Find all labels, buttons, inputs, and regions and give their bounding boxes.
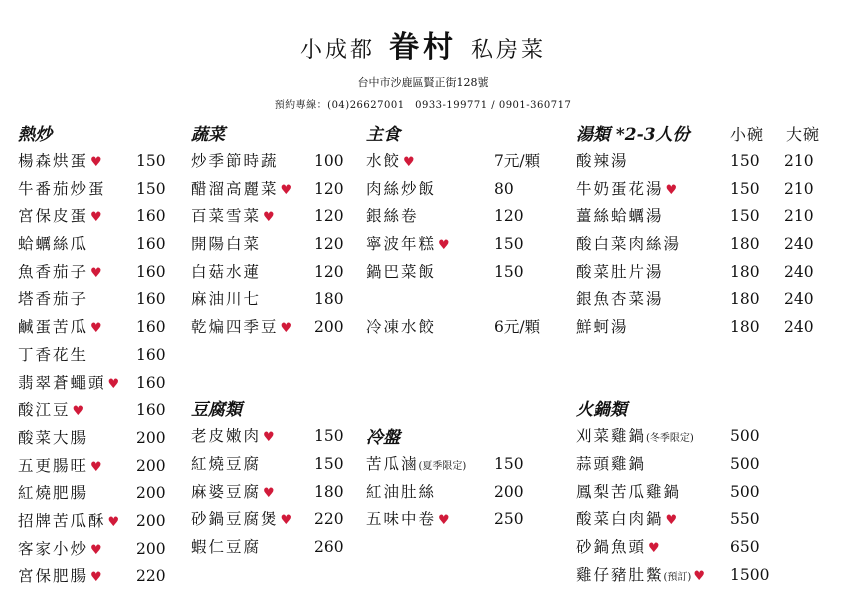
item-price: 160 bbox=[136, 235, 166, 254]
item-price: 160 bbox=[136, 401, 166, 420]
item-name: 宮保肥腸 bbox=[18, 567, 89, 586]
small-bowl-label: 小碗 bbox=[730, 125, 765, 144]
item-price: 200 bbox=[136, 428, 166, 447]
menu-item bbox=[366, 176, 546, 204]
heart-icon: ♥ bbox=[438, 238, 450, 254]
title-row bbox=[0, 22, 846, 66]
item-name: 酸辣湯 bbox=[576, 152, 629, 170]
spacer bbox=[191, 342, 351, 370]
item-name: 酸菜肚片湯 bbox=[576, 262, 664, 281]
item-price: 1500 bbox=[730, 565, 770, 584]
item-name: 白菇水蓮 bbox=[191, 262, 262, 281]
restaurant-name: 眷村 bbox=[389, 30, 457, 65]
menu-item bbox=[18, 453, 168, 481]
heart-icon: ♥ bbox=[438, 513, 450, 529]
menu-item bbox=[191, 479, 351, 507]
item-price: 180 bbox=[730, 318, 760, 337]
menu-item bbox=[366, 314, 546, 342]
item-price: 160 bbox=[136, 345, 166, 364]
heart-icon: ♥ bbox=[280, 321, 293, 337]
item-name: 銀絲卷 bbox=[366, 207, 419, 226]
menu-item bbox=[18, 176, 168, 204]
menu-item bbox=[18, 480, 168, 508]
item-name: 肉絲炒飯 bbox=[366, 179, 437, 198]
item-name: 刈菜雞鍋 bbox=[576, 427, 647, 446]
menu-item bbox=[191, 176, 351, 204]
item-price: 150 bbox=[494, 235, 524, 254]
menu-item bbox=[18, 203, 168, 231]
menu-item bbox=[576, 203, 836, 231]
item-name: 魚香茄子 bbox=[18, 262, 89, 281]
title-right: 私房菜 bbox=[471, 38, 547, 63]
item-price: 200 bbox=[136, 456, 166, 475]
heart-icon: ♥ bbox=[90, 155, 102, 170]
item-price-large: 240 bbox=[784, 318, 814, 337]
menu-item bbox=[18, 259, 168, 287]
spacer bbox=[576, 342, 836, 370]
item-price: 150 bbox=[494, 454, 524, 473]
menu-item bbox=[366, 148, 546, 176]
heart-icon: ♥ bbox=[693, 568, 705, 584]
item-price: 7元/顆 bbox=[494, 152, 541, 170]
item-name: 牛奶蛋花湯 bbox=[576, 179, 664, 198]
item-name: 丁香花生 bbox=[18, 345, 89, 364]
category-title: 冷盤 bbox=[366, 427, 400, 448]
item-name: 砂鍋豆腐煲 bbox=[191, 510, 279, 529]
item-price: 150 bbox=[494, 262, 524, 281]
item-note: (夏季限定) bbox=[418, 460, 467, 472]
category-title: 蔬菜 bbox=[191, 125, 225, 145]
spacer bbox=[366, 370, 546, 398]
item-price: 150 bbox=[730, 207, 760, 226]
item-price: 160 bbox=[136, 318, 166, 337]
menu-item bbox=[191, 231, 351, 259]
item-name: 蛤蠣絲瓜 bbox=[18, 235, 89, 254]
item-price: 500 bbox=[730, 454, 760, 473]
menu-item bbox=[191, 423, 351, 451]
item-name: 水餃 bbox=[366, 152, 402, 170]
item-name: 紅燒肥腸 bbox=[18, 484, 89, 503]
item-name: 砂鍋魚頭 bbox=[576, 537, 647, 556]
item-price-large: 210 bbox=[784, 152, 814, 170]
item-name: 麻油川七 bbox=[191, 290, 262, 309]
item-price: 160 bbox=[136, 290, 166, 309]
menu-item bbox=[18, 397, 168, 425]
item-price: 150 bbox=[314, 454, 344, 473]
item-name: 塔香茄子 bbox=[18, 290, 89, 309]
heart-icon: ♥ bbox=[665, 182, 678, 198]
item-name: 酸菜大腸 bbox=[18, 428, 89, 447]
item-name: 百菜雪菜 bbox=[191, 207, 262, 226]
menu-item bbox=[576, 451, 836, 479]
soup-title: 湯類 *2-3人份 bbox=[576, 125, 690, 145]
item-name: 客家小炒 bbox=[18, 539, 89, 558]
menu-item bbox=[576, 534, 836, 562]
heart-icon: ♥ bbox=[90, 321, 102, 337]
item-name: 乾煸四季豆 bbox=[191, 318, 279, 337]
category-title: 主食 bbox=[366, 125, 400, 145]
item-name: 紅燒豆腐 bbox=[191, 454, 262, 473]
menu-item bbox=[576, 314, 836, 342]
item-price: 150 bbox=[136, 152, 166, 170]
spacer bbox=[366, 342, 546, 370]
menu-item bbox=[18, 563, 168, 591]
address: 台中市沙鹿區賢正街128號 bbox=[357, 76, 489, 89]
menu-item bbox=[18, 508, 168, 536]
item-price: 180 bbox=[314, 290, 344, 309]
item-price-large: 210 bbox=[784, 179, 814, 198]
item-price: 260 bbox=[314, 537, 344, 556]
menu-item bbox=[576, 148, 836, 176]
menu-item bbox=[191, 286, 351, 314]
heart-icon: ♥ bbox=[90, 265, 102, 281]
vegetables-column bbox=[191, 122, 351, 562]
soup-column bbox=[576, 122, 836, 589]
item-note: (冬季限定) bbox=[646, 433, 694, 445]
heart-icon: ♥ bbox=[263, 485, 275, 501]
item-name: 鳳梨苦瓜雞鍋 bbox=[576, 482, 682, 501]
menu-item bbox=[18, 286, 168, 314]
category-title bbox=[576, 122, 836, 148]
menu-item bbox=[366, 259, 546, 287]
item-price: 200 bbox=[136, 539, 166, 558]
item-name: 五更腸旺 bbox=[18, 456, 89, 475]
item-name: 薑絲蛤蠣湯 bbox=[576, 207, 664, 226]
menu-item bbox=[191, 534, 351, 562]
item-name: 招牌苦瓜酥 bbox=[18, 511, 106, 530]
menu-item bbox=[18, 342, 168, 370]
menu-item bbox=[191, 203, 351, 231]
item-name: 鍋巴菜飯 bbox=[366, 262, 437, 281]
menu-header bbox=[0, 22, 846, 111]
item-name: 酸江豆 bbox=[18, 401, 71, 420]
heart-icon: ♥ bbox=[72, 404, 85, 420]
item-name: 鹹蛋苦瓜 bbox=[18, 318, 89, 337]
item-name: 開陽白菜 bbox=[191, 235, 262, 254]
item-price: 120 bbox=[314, 179, 344, 198]
menu-item bbox=[576, 231, 836, 259]
menu-item bbox=[191, 314, 351, 342]
item-price: 550 bbox=[730, 510, 760, 529]
menu-item bbox=[576, 176, 836, 204]
item-price: 650 bbox=[730, 537, 760, 556]
menu-item bbox=[576, 286, 836, 314]
item-price: 120 bbox=[314, 262, 344, 281]
heart-icon: ♥ bbox=[90, 210, 102, 226]
item-name: 老皮嫩肉 bbox=[191, 427, 262, 446]
phone-numbers: 預約專線：(04)26627001 0933-199771 / 0901-360717 bbox=[274, 100, 572, 111]
item-name: 紅油肚絲 bbox=[366, 482, 437, 501]
menu-item bbox=[576, 259, 836, 287]
heart-icon: ♥ bbox=[280, 182, 293, 198]
category-title: 豆腐類 bbox=[191, 400, 242, 421]
spacer bbox=[576, 370, 836, 398]
item-name: 宮保皮蛋 bbox=[18, 207, 89, 226]
menu-item bbox=[576, 479, 836, 507]
item-price: 160 bbox=[136, 373, 166, 392]
menu-item bbox=[366, 451, 546, 479]
item-price-large: 240 bbox=[784, 290, 814, 309]
spacer bbox=[366, 286, 546, 314]
menu-item bbox=[576, 506, 836, 534]
menu-item bbox=[366, 506, 546, 534]
item-price-large: 240 bbox=[784, 262, 814, 281]
title-left: 小成都 bbox=[299, 38, 375, 63]
item-name: 蝦仁豆腐 bbox=[191, 537, 262, 556]
item-name: 蒜頭雞鍋 bbox=[576, 454, 647, 473]
staple-column bbox=[366, 122, 546, 534]
heart-icon: ♥ bbox=[90, 570, 102, 586]
item-name: 雞仔豬肚鱉 bbox=[576, 565, 664, 584]
item-name: 冷凍水餃 bbox=[366, 318, 437, 337]
heart-icon: ♥ bbox=[280, 513, 293, 529]
menu-item bbox=[191, 451, 351, 479]
menu-item bbox=[576, 562, 836, 590]
item-price: 180 bbox=[730, 290, 760, 309]
menu-item bbox=[191, 259, 351, 287]
heart-icon: ♥ bbox=[107, 514, 120, 530]
menu-item bbox=[576, 423, 836, 451]
item-name: 炒季節時蔬 bbox=[191, 152, 279, 170]
item-price: 6元/顆 bbox=[494, 318, 541, 337]
item-name: 五味中卷 bbox=[366, 510, 437, 529]
menu-item bbox=[18, 425, 168, 453]
large-bowl-label: 大碗 bbox=[786, 125, 821, 144]
item-price: 200 bbox=[494, 482, 524, 501]
item-price: 120 bbox=[314, 235, 344, 254]
item-name: 翡翠蒼蠅頭 bbox=[18, 373, 106, 392]
item-name: 鮮蚵湯 bbox=[576, 318, 629, 337]
item-price: 150 bbox=[730, 179, 760, 198]
category-title: 火鍋類 bbox=[576, 400, 627, 421]
item-name: 麻婆豆腐 bbox=[191, 482, 262, 501]
menu-item bbox=[18, 148, 168, 176]
item-price: 100 bbox=[314, 152, 344, 170]
menu-item bbox=[18, 536, 168, 564]
item-name: 酸菜白肉鍋 bbox=[576, 510, 664, 529]
item-price: 500 bbox=[730, 427, 760, 446]
item-price: 200 bbox=[136, 511, 166, 530]
spacer bbox=[191, 370, 351, 398]
item-price: 120 bbox=[494, 207, 524, 226]
item-name: 銀魚杏菜湯 bbox=[576, 290, 664, 309]
menu-item bbox=[18, 231, 168, 259]
heart-icon: ♥ bbox=[90, 542, 102, 558]
menu-item bbox=[366, 203, 546, 231]
item-price: 250 bbox=[494, 510, 524, 529]
menu-item bbox=[18, 370, 168, 398]
item-price: 160 bbox=[136, 207, 166, 226]
item-note: (預訂) bbox=[663, 571, 692, 583]
menu-item bbox=[366, 231, 546, 259]
item-name: 牛番茄炒蛋 bbox=[18, 179, 106, 198]
item-price-large: 210 bbox=[784, 207, 814, 226]
item-price: 220 bbox=[136, 567, 166, 586]
heart-icon: ♥ bbox=[665, 513, 678, 529]
heart-icon: ♥ bbox=[107, 376, 120, 392]
item-price: 150 bbox=[314, 427, 344, 446]
item-price: 200 bbox=[314, 318, 344, 337]
category-title: 熱炒 bbox=[18, 125, 52, 145]
item-price: 220 bbox=[314, 510, 344, 529]
item-price: 120 bbox=[314, 207, 344, 226]
item-name: 醋溜高麗菜 bbox=[191, 179, 279, 198]
spacer bbox=[366, 397, 546, 425]
heart-icon: ♥ bbox=[90, 459, 102, 475]
item-name: 苦瓜滷 bbox=[366, 454, 419, 473]
item-price: 180 bbox=[730, 235, 760, 254]
menu-item bbox=[366, 479, 546, 507]
heart-icon: ♥ bbox=[263, 210, 275, 226]
heart-icon: ♥ bbox=[403, 155, 415, 170]
item-price: 160 bbox=[136, 262, 166, 281]
heart-icon: ♥ bbox=[263, 430, 275, 446]
item-name: 楊森烘蛋 bbox=[18, 152, 89, 170]
item-name: 寧波年糕 bbox=[366, 235, 437, 254]
item-price: 80 bbox=[494, 179, 514, 198]
item-price: 150 bbox=[136, 179, 166, 198]
item-price: 180 bbox=[730, 262, 760, 281]
menu-item bbox=[18, 314, 168, 342]
item-price: 150 bbox=[730, 152, 760, 170]
item-price-large: 240 bbox=[784, 235, 814, 254]
item-price: 180 bbox=[314, 482, 344, 501]
hot-fry-column bbox=[18, 122, 168, 591]
item-price: 500 bbox=[730, 482, 760, 501]
menu-item bbox=[191, 148, 351, 176]
menu-item bbox=[191, 506, 351, 534]
item-price: 200 bbox=[136, 484, 166, 503]
heart-icon: ♥ bbox=[648, 540, 660, 556]
item-name: 酸白菜肉絲湯 bbox=[576, 235, 682, 254]
